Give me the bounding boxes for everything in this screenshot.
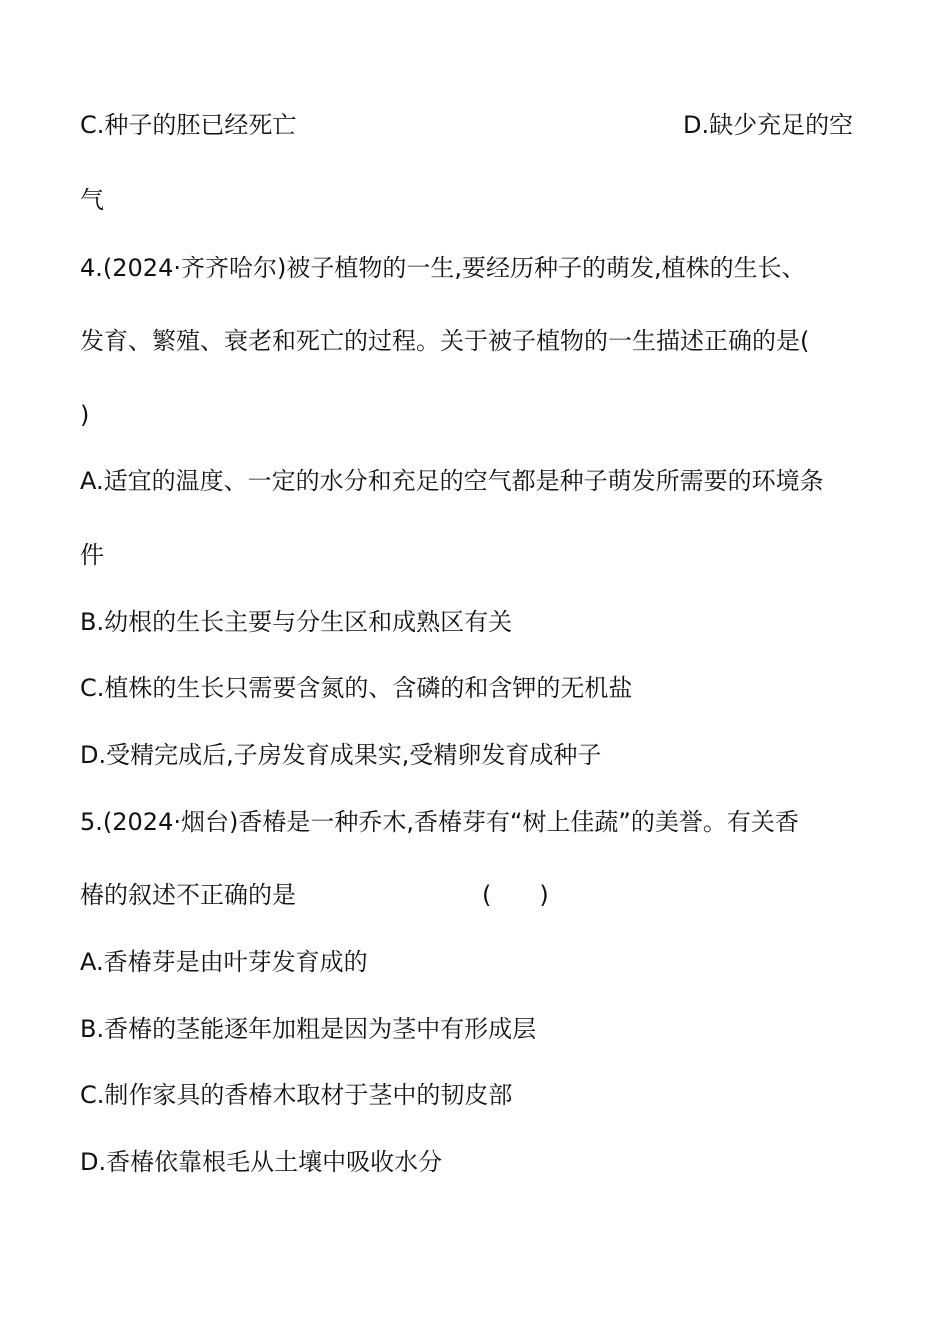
q4-stem-line-3: ) [80,401,90,429]
q3-option-d-continued: 气 [80,186,104,214]
q5-stem-line-1: 5.(2024·烟台)香椿是一种乔木,香椿芽有“树上佳蔬”的美誉。有关香 [80,808,799,836]
q3-option-c: C.种子的胚已经死亡 [80,111,297,139]
q5-stem-line-2: 椿的叙述不正确的是 [80,881,296,909]
q4-stem-line-2: 发育、繁殖、衰老和死亡的过程。关于被子植物的一生描述正确的是( [80,327,810,355]
q4-option-c: C.植株的生长只需要含氮的、含磷的和含钾的无机盐 [80,674,633,702]
q5-option-b: B.香椿的茎能逐年加粗是因为茎中有形成层 [80,1015,537,1043]
q4-option-b: B.幼根的生长主要与分生区和成熟区有关 [80,608,513,636]
q4-stem-line-1: 4.(2024·齐齐哈尔)被子植物的一生,要经历种子的萌发,植株的生长、 [80,254,806,282]
q5-answer-blank: ( ) [482,881,549,909]
q4-option-a-continued: 件 [80,541,104,569]
q5-option-c: C.制作家具的香椿木取材于茎中的韧皮部 [80,1081,513,1109]
q3-option-d: D.缺少充足的空 [683,111,854,139]
q4-option-a: A.适宜的温度、一定的水分和充足的空气都是种子萌发所需要的环境条 [80,467,824,495]
q4-option-d: D.受精完成后,子房发育成果实,受精卵发育成种子 [80,741,602,769]
q5-option-a: A.香椿芽是由叶芽发育成的 [80,948,368,976]
q5-option-d: D.香椿依靠根毛从土壤中吸收水分 [80,1148,443,1176]
